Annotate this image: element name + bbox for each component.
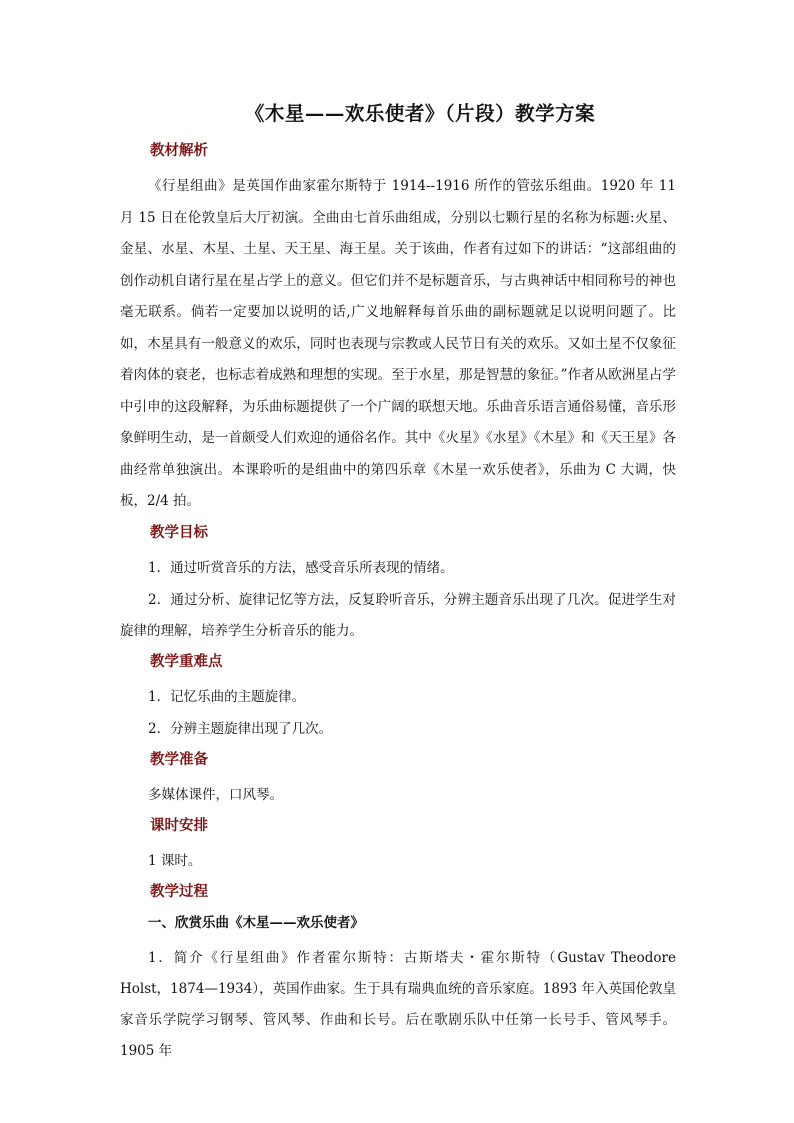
teaching-goal-item: 1．通过听赏音乐的方法，感受音乐所表现的情绪。: [148, 559, 454, 576]
section-heading-key-points: 教学重难点: [150, 652, 223, 670]
process-subheading: 一、欣赏乐曲《木星——欢乐使者》: [148, 914, 364, 931]
schedule-text: 1 课时。: [148, 852, 202, 869]
section-heading-preparation: 教学准备: [150, 750, 208, 768]
document-page: [120, 98, 676, 1068]
key-point-item: 1．记忆乐曲的主题旋律。: [148, 688, 306, 705]
textbook-analysis-paragraph: 《行星组曲》是英国作曲家霍尔斯特于 1914--1916 所作的管弦乐组曲。1920 年 11 月 15 日在伦敦皇后大厅初演。全曲由七首乐曲组成，分别以七颗行星的名称为标题:火星、金星、水星、木星、土星、天王星、海王星。关于该曲，作者有过如下的讲话：“这部组曲的创作动机自诸行星在星占学上的意义。但它们并不是标题音乐，与古典神话中相同称号的神也毫无联系。倘若一定要加以说明的话,广义地解释每首乐曲的副标题就足以说明问题了。比如，木星具有一般意义的欢乐，同时也表现与宗教或人民节日有关的欢乐。又如土星不仅象征着肉体的衰老，也标志着成熟和理想的实现。至于水星，那是智慧的象征。”作者从欧洲星占学中引申的这段解释，为乐曲标题提供了一个广阔的联想天地。乐曲音乐语言通俗易懂，音乐形象鲜明生动，是一首颇受人们欢迎的通俗名作。其中《火星》《水星》《木星》和《天王星》各曲经常单独演出。本课聆听的是组曲中的第四乐章《木星一欢乐使者》，乐曲为 C 大调，快板，2/4 拍。: [120, 178, 676, 509]
teaching-goal-item: 2．通过分析、旋律记忆等方法，反复聆听音乐，分辨主题音乐出现了几次。促进学生对旋律的理解，培养学生分析音乐的能力。: [120, 591, 676, 639]
section-heading-teaching-process: 教学过程: [150, 882, 208, 900]
section-heading-schedule: 课时安排: [150, 816, 208, 834]
document-title: 《木星——欢乐使者》（片段）教学方案: [244, 102, 596, 125]
section-heading-teaching-goals: 教学目标: [150, 523, 208, 541]
process-item: 1．简介《行星组曲》作者霍尔斯特：古斯塔夫・霍尔斯特（Gustav Theodore Holst，1874—1934），英国作曲家。生于具有瑞典血统的音乐家庭。1893 年入英国伦敦皇家音乐学院学习钢琴、管风琴、作曲和长号。后在歌剧乐队中任第一长号手、管风琴手。1905 年: [120, 949, 676, 1059]
preparation-text: 多媒体课件，口风琴。: [148, 786, 283, 803]
key-point-item: 2．分辨主题旋律出现了几次。: [148, 720, 333, 737]
section-heading-textbook-analysis: 教材解析: [150, 142, 208, 159]
